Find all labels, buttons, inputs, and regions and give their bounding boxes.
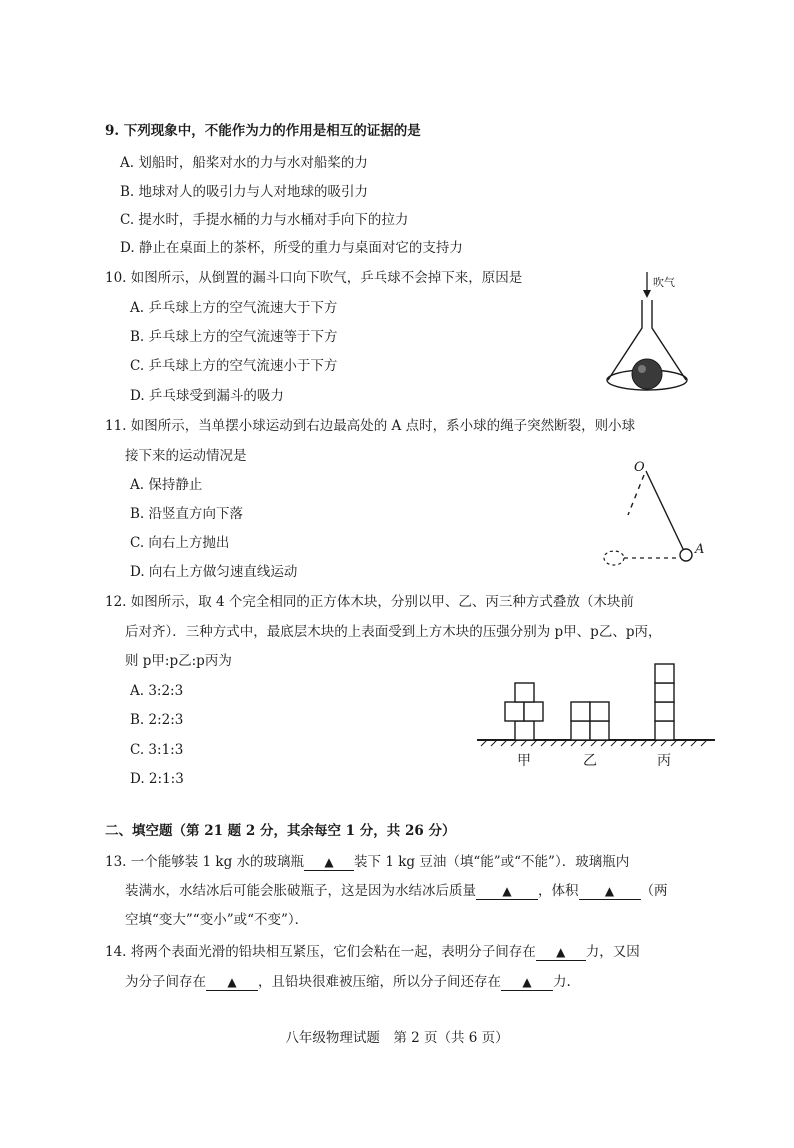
- q12-option-b: B. 2:2:3: [130, 712, 184, 728]
- q10-option-a: A. 乒乓球上方的空气流速大于下方: [130, 300, 338, 316]
- ping-pong-ball: [632, 359, 662, 389]
- q12-option-c: C. 3:1:3: [130, 742, 184, 758]
- point-a-label: A: [695, 542, 705, 557]
- pendulum-string: [646, 471, 684, 551]
- section2-heading: 二、填空题（第 21 题 2 分，其余每空 1 分，共 26 分）: [105, 823, 456, 839]
- q12-option-d: D. 2:1:3: [130, 771, 184, 787]
- funnel-figure: [600, 270, 690, 400]
- block: [524, 702, 543, 721]
- block: [515, 721, 534, 740]
- stack-jia: [505, 683, 543, 740]
- blow-label: 吹气: [653, 276, 675, 289]
- ball-highlight: [638, 365, 646, 373]
- q10-option-d: D. 乒乓球受到漏斗的吸力: [130, 388, 284, 404]
- q13-line3: 空填“变大”“变小”或“不变”）．: [125, 912, 309, 928]
- q12-stem-line3: 则 p甲:p乙:p丙为: [125, 653, 232, 669]
- ball-start-position: [604, 551, 624, 565]
- blank-marker-icon: ▲: [227, 975, 237, 989]
- q11-option-a: A. 保持静止: [130, 477, 203, 493]
- q11-stem-line1: 11. 如图所示，当单摆小球运动到右边最高处的 A 点时，系小球的绳子突然断裂，则小球: [105, 418, 636, 434]
- page-footer: 八年级物理试题 第 2 页（共 6 页）: [285, 1030, 509, 1046]
- block: [655, 683, 674, 702]
- q9-option-b: B. 地球对人的吸引力与人对地球的吸引力: [120, 184, 369, 200]
- block: [505, 702, 524, 721]
- q14-line1-b: 力，又因: [585, 944, 640, 960]
- answer-blank[interactable]: [476, 885, 538, 900]
- block: [515, 683, 534, 702]
- q13-line2-c: （两: [640, 883, 668, 899]
- q9-option-a: A. 划船时，船桨对水的力与水对船桨的力: [120, 155, 368, 171]
- stack-yi: [571, 702, 609, 740]
- q13-line1-a: 13. 一个能够装 1 kg 水的玻璃瓶: [105, 854, 305, 870]
- airflow-arrowhead: [643, 290, 651, 298]
- blank-marker-icon: ▲: [522, 975, 532, 989]
- block: [571, 721, 590, 740]
- block: [655, 702, 674, 721]
- answer-blank[interactable]: [536, 946, 586, 961]
- block: [590, 721, 609, 740]
- blank-marker-icon: ▲: [502, 884, 512, 898]
- q11-stem-line2: 接下来的运动情况是: [125, 448, 247, 464]
- label-bing: 丙: [657, 753, 671, 769]
- blocks-figure: [475, 660, 720, 772]
- q14-line1: [105, 946, 640, 961]
- q11-option-c: C. 向右上方抛出: [130, 535, 230, 551]
- pivot-label: O: [634, 460, 645, 475]
- q10-stem: 10. 如图所示，从倒置的漏斗口向下吹气，乒乓球不会掉下来，原因是: [105, 270, 523, 286]
- q12-option-a: A. 3:2:3: [130, 683, 184, 699]
- q14-line2: [125, 976, 571, 991]
- block: [571, 702, 590, 721]
- q9-option-c: C. 提水时，手提水桶的力与水桶对手向下的拉力: [120, 212, 409, 228]
- q14-line2-c: 力.: [553, 974, 571, 990]
- q13-line2: [125, 885, 668, 900]
- answer-blank[interactable]: [304, 856, 354, 871]
- answer-blank[interactable]: [579, 885, 641, 900]
- swing-path-dashed: [628, 475, 644, 515]
- q10-option-c: C. 乒乓球上方的空气流速小于下方: [130, 358, 338, 374]
- q13-line2-a: 装满水，水结冰后可能会胀破瓶子，这是因为水结冰后质量: [125, 883, 476, 899]
- pendulum-ball: [680, 549, 692, 561]
- block: [655, 664, 674, 683]
- answer-blank[interactable]: [206, 976, 258, 991]
- q13-line2-b: ，体积: [538, 883, 579, 899]
- blank-marker-icon: ▲: [556, 945, 566, 959]
- blank-marker-icon: ▲: [604, 884, 615, 898]
- block: [655, 721, 674, 740]
- label-jia: 甲: [517, 753, 531, 769]
- label-yi: 乙: [583, 753, 597, 769]
- q12-stem-line2: 后对齐）．三种方式中，最底层木块的上表面受到上方木块的压强分别为 p甲、p乙、p丙，: [125, 624, 662, 640]
- q14-line2-a: 为分子间存在: [125, 974, 206, 990]
- q11-option-b: B. 沿竖直方向下落: [130, 506, 244, 522]
- blank-marker-icon: ▲: [324, 855, 334, 869]
- q14-line2-b: ，且铅块很难被压缩，所以分子间还存在: [258, 974, 501, 990]
- q11-option-d: D. 向右上方做匀速直线运动: [130, 564, 298, 580]
- q9-option-d: D. 静止在桌面上的茶杯，所受的重力与桌面对它的支持力: [120, 240, 463, 256]
- q13-line1-b: 装下 1 kg 豆油（填“能”或“不能”）．玻璃瓶内: [354, 854, 630, 870]
- q12-stem-line1: 12. 如图所示，取 4 个完全相同的正方体木块，分别以甲、乙、丙三种方式叠放（木块前: [105, 594, 634, 610]
- stack-bing: [655, 664, 674, 740]
- pendulum-figure: [600, 455, 720, 575]
- answer-blank[interactable]: [501, 976, 553, 991]
- block: [590, 702, 609, 721]
- q13-line1: [105, 856, 629, 871]
- q10-option-b: B. 乒乓球上方的空气流速等于下方: [130, 329, 338, 345]
- q14-line1-a: 14. 将两个表面光滑的铅块相互紧压，它们会粘在一起，表明分子间存在: [105, 944, 536, 960]
- q9-stem: 9. 下列现象中，不能作为力的作用是相互的证据的是: [105, 123, 421, 139]
